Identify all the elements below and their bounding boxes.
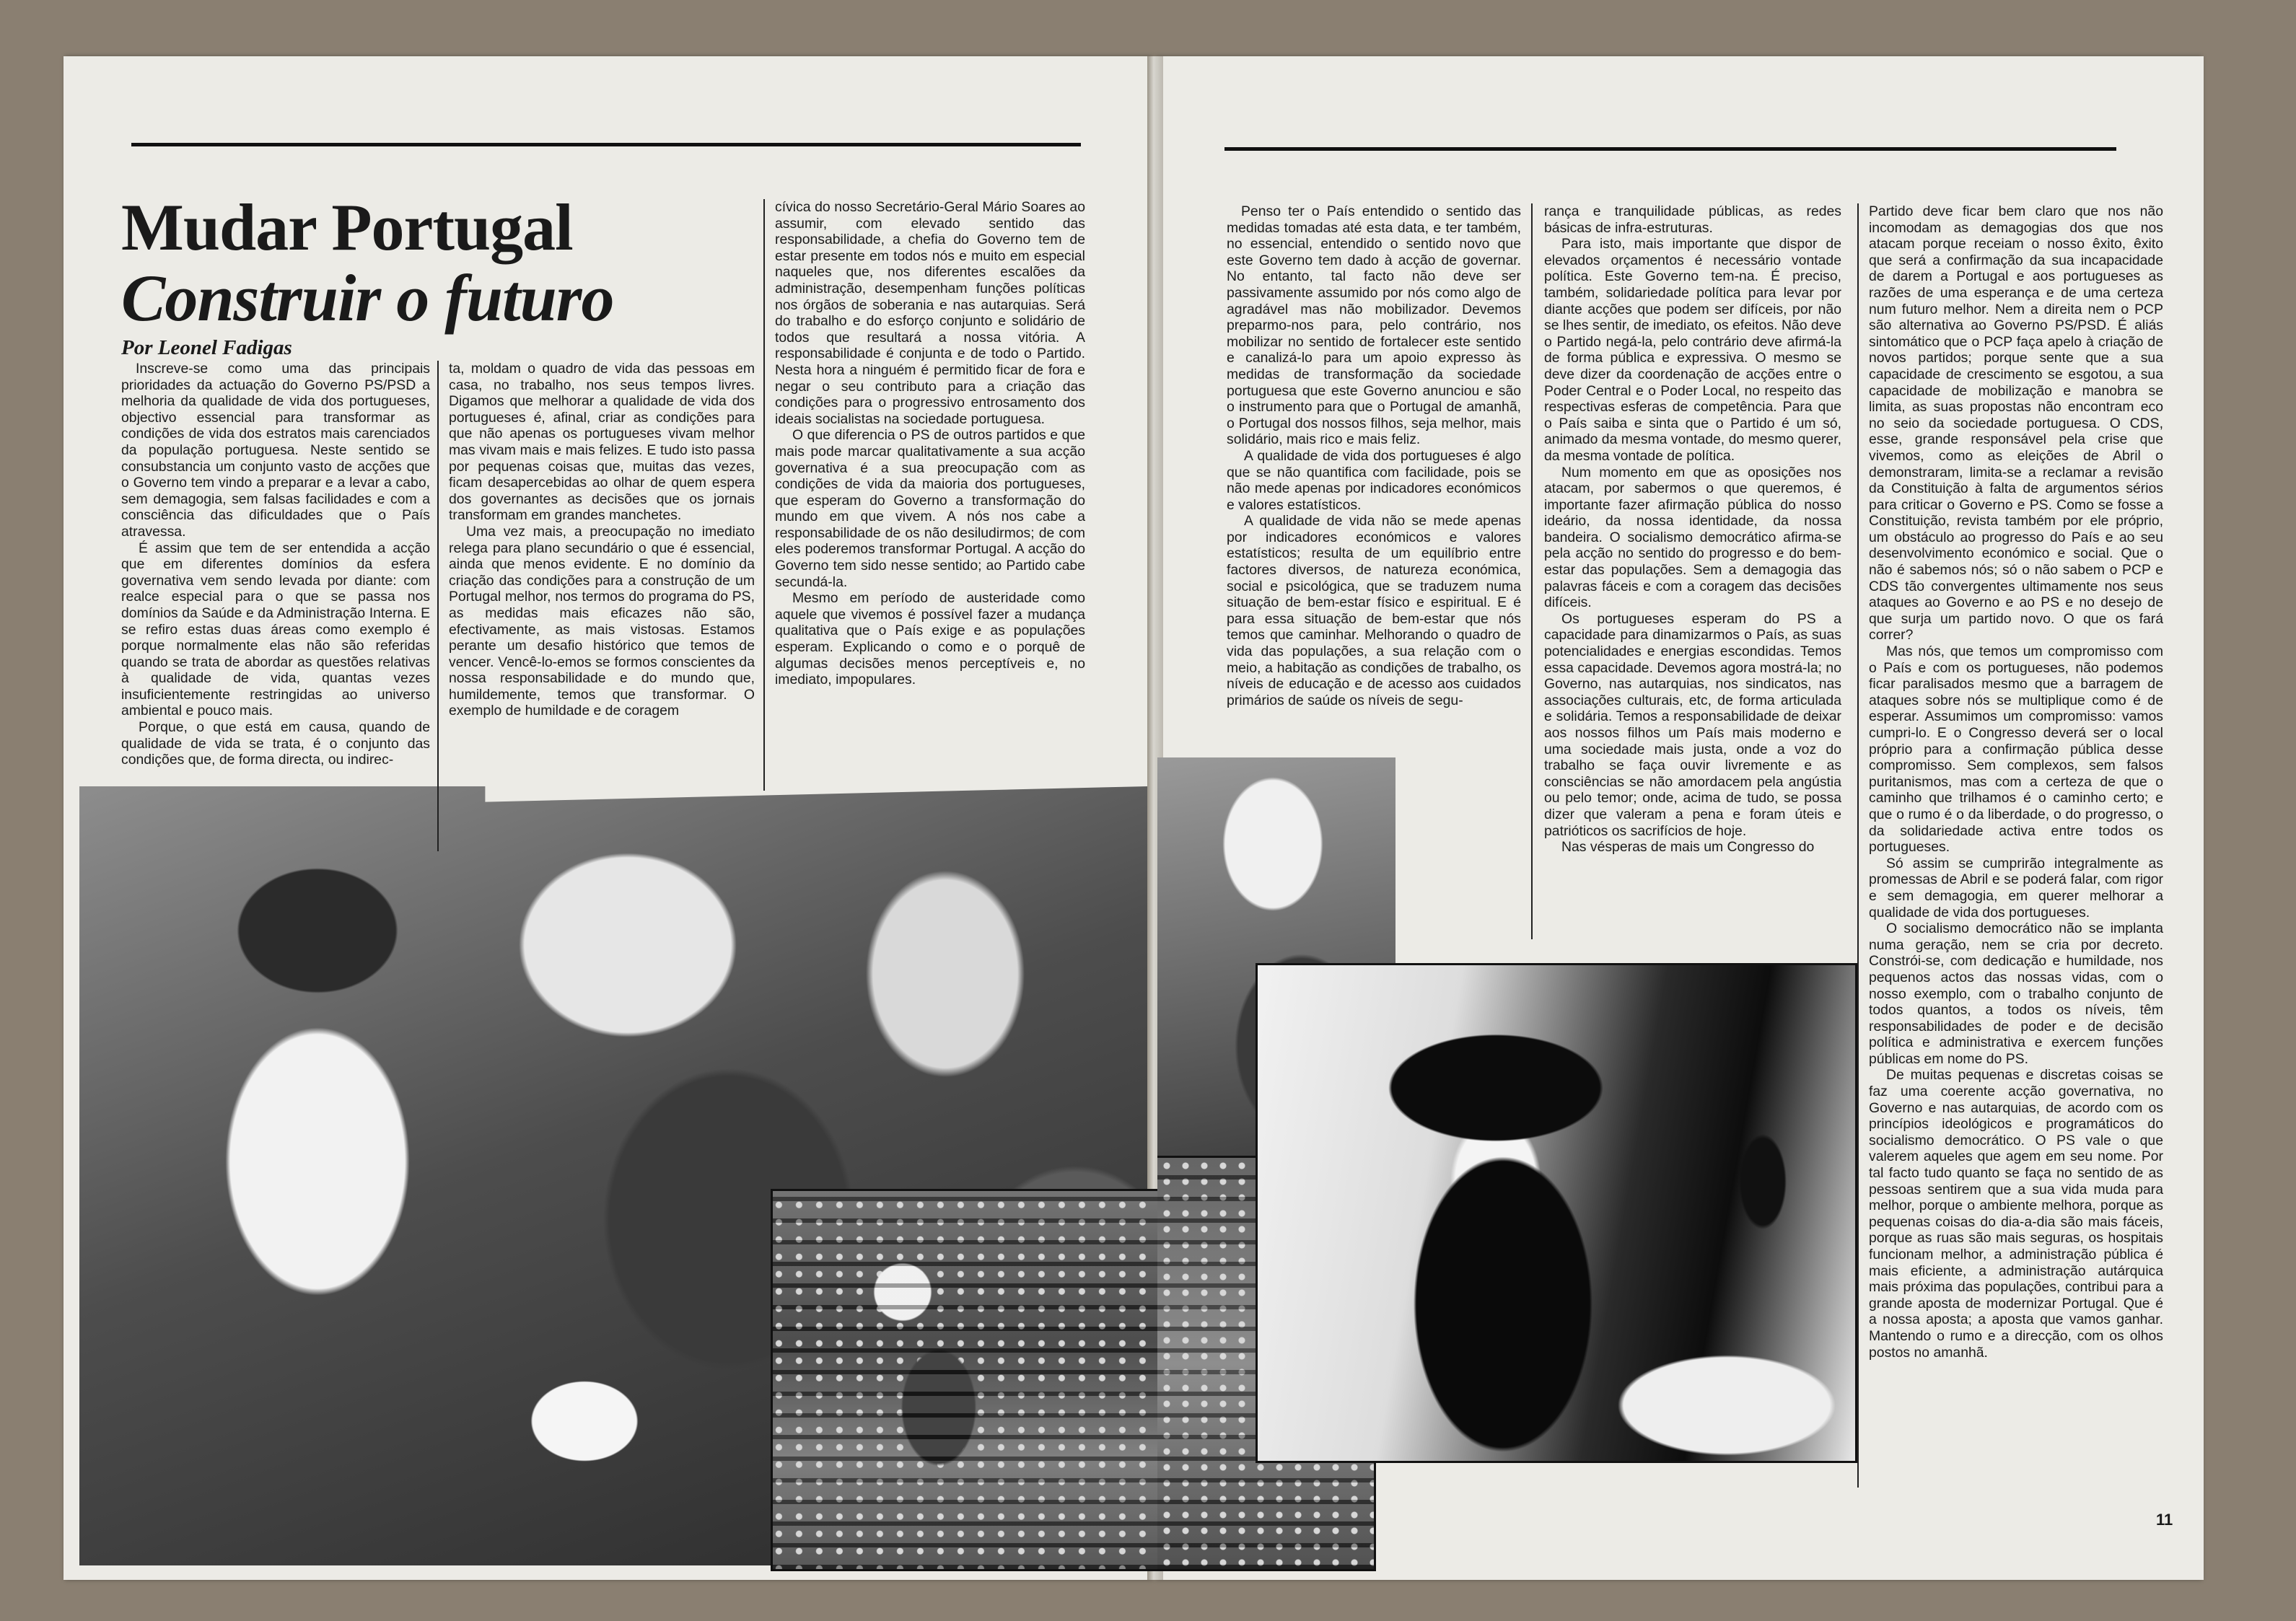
- column-rule: [763, 199, 765, 791]
- market-photo: [771, 1189, 1165, 1571]
- paragraph: Para isto, mais importante que dispor de elevados orçamentos é necessário vontade política. Este Governo tem-na. É preciso, também, solidariedade política para levar por diante acções que podem ser difíceis, por não se lhes sentir, de imediato, os efeitos. Não deve o Partido negá-la, pelo contrário deve afirmá-la de forma pública e expressiva. O mesmo se deve dizer da coordenação de acções entre o Poder Central e o Poder Local, no respeito das respectivas esferas de competência. Para que o País saiba e sinta que o Partido é um só, animado da mesma vontade, do mesmo querer, da mesma vontade de política.: [1544, 236, 1841, 464]
- paragraph: Mas nós, que temos um compromisso com o País e com os portugueses, não podemos ficar paralisados mesmo que a barragem de ataques sobre nós se multiplique como é de esperar. Assumimos um compromisso: vamos cumpri-lo. E o Congresso deverá ser o local próprio para a confirmação pública desse compromisso. Sem complexos, sem falsos puritanismos, mas com a certeza de que o caminho que trilhamos é o caminho certo; e que o rumo é o da liberdade, o do progresso, o da solidariedade activa entre todos os portugueses.: [1869, 643, 2163, 856]
- paragraph: Só assim se cumprirão integralmente as promessas de Abril e se poderá falar, com rigor e sem demagogia, em querer melhorar a qualidade de vida dos portugueses.: [1869, 855, 2163, 921]
- paragraph: A qualidade de vida não se mede apenas por indicadores económicos e valores estatísticos; resulta de um equilíbrio entre factores diversos, de natureza económica, social e psicológica, que se traduzem numa situação de bem-estar físico e espiritual. E é para essa situação de bem-estar que nós temos que caminhar. Melhorando o quadro de vida das populações, a sua relação com o meio, a habitação as condições de trabalho, os níveis de educação e de acesso aos cuidados primários de saúde os níveis de segu-: [1227, 513, 1521, 708]
- right-column-3: [1869, 203, 2163, 1361]
- top-rule-right: [1224, 147, 2116, 151]
- subheadline: Construir o futuro: [121, 261, 614, 335]
- left-column-1: [121, 361, 430, 768]
- paragraph: cívica do nosso Secretário-Geral Mário Soares ao assumir, com elevado sentido das responsabilidade, a chefia do Governo tem de estar presente em todos nós e muito em especial naqueles que, nos diferentes escalões da administração, desempenham funções políticas nos órgãos de soberania e nas autarquias. Será do trabalho e do esforço conjunto e solidário de todos que resultará a nossa vitória. A responsabilidade é conjunta e de todo o Partido. Nesta hora a ninguém é permitido ficar de fora e negar o seu contributo para a criação das condições para o progressivo entrosamento dos ideais socialistas na sociedade portuguesa.: [775, 199, 1085, 427]
- left-column-2: [449, 361, 755, 719]
- paragraph: Num momento em que as oposições nos atacam, por sabermos o que queremos, é importante fazer afirmação pública do nosso ideário, da nossa identidade, da nossa bandeira. O socialismo democrático afirma-se pela acção no sentido do progresso e do bem-estar das populações. Sem a demagogia das palavras fáceis e com a coragem das decisões difíceis.: [1544, 464, 1841, 611]
- page-number: 11: [2156, 1511, 2173, 1529]
- paragraph: Penso ter o País entendido o sentido das medidas tomadas até esta data, e ter também, no essencial, entendido o sentido novo que este Governo tem dado à acção de governar. No entanto, tal facto não deve ser passivamente assumido por nós como algo de agradável mas não mobilizador. Devemos preparmo-nos para, pelo contrário, nos mobilizar no sentido de fortalecer este sentido e canalizá-lo para um apoio expresso às medidas de transformação da sociedade portuguesa que este Governo anunciou e são o instrumento para que o Portugal de amanhã, o Portugal dos nossos filhos, seja melhor, mais solidário, mais rico e mais feliz.: [1227, 203, 1521, 448]
- paragraph: Porque, o que está em causa, quando de qualidade de vida se trata, é o conjunto das condições que, de forma directa, ou indirec-: [121, 719, 430, 768]
- paragraph: O que diferencia o PS de outros partidos e que mais pode marcar qualitativamente a sua acção governativa é a sua preocupação com as condições de vida da maioria dos portugueses, que esperam do Governo a transformação do mundo em que vivem. A nós nos cabe a responsabilidade de os não desiludirmos; de com eles poderemos transformar Portugal. A acção do Governo tem sido nesse sentido; ao Partido cabe secundá-la.: [775, 427, 1085, 590]
- paragraph: Os portugueses esperam do PS a capacidade para dinamizarmos o País, as suas potencialidades e energias escondidas. Temos essa capacidade. Devemos agora mostrá-la; no Governo, nas autarquias, nos sindicatos, nas associações culturais, etc, de forma articulada e solidária. Temos a responsabilidade de deixar aos nossos filhos um País mais moderno e uma sociedade mais justa, onde a voz do trabalho se faça ouvir livremente e as consciências se não amordacem pela angústia ou pelo temor; onde, acima de tudo, se possa dizer que valeram a pena e foram úteis e patrióticos os sacrifícios de hoje.: [1544, 610, 1841, 839]
- paragraph: Uma vez mais, a preocupação no imediato relega para plano secundário o que é essencial, ainda que menos evidente. E no domínio da criação das condições para a construção de um Portugal melhor, nos termos do programa do PS, as medidas mais eficazes não são, efectivamente, as mais vistosas. Estamos perante um desafio histórico que temos de vencer. Vencê-lo-emos se formos conscientes da nossa responsabilidade e do mundo que, humildemente, temos que transformar. O exemplo de humildade e de coragem: [449, 523, 755, 719]
- column-rule: [1857, 203, 1859, 1488]
- paragraph: Partido deve ficar bem claro que nos não incomodam as demagogias dos que nos atacam porque receiam o nosso êxito, êxito que será a confirmação da sua incapacidade de darem a Portugal e aos portugueses as razões de uma esperança e de uma certeza num futuro melhor. Nem a direita nem o PCP são alternativa ao Governo PS/PSD. É aliás sintomático que o PCP faça apelo à criação de novos partidos; porque sente que a sua capacidade de crescimento se esgotou, a sua capacidade de mobilização e manobra se limita, as suas propostas não encontram eco no seio da sociedade portuguesa. O CDS, esse, grande responsável pela crise que vivemos, como as eleições de Abril o demonstraram, limita-se a reclamar a revisão da Constituição à falta de argumentos sérios para criticar o Governo e PS. Como se fosse a Constituição, revista também por ele próprio, um obstáculo ao progresso do País e ao seu desenvolvimento económico e social. Que o não é sabemos nós; só o não sabem o PCP e CDS tão convergentes ultimamente nos seus ataques ao Governo e ao PS e no desejo de que surja um partido novo. O que os fará correr?: [1869, 203, 2163, 643]
- paragraph: O socialismo democrático não se implanta numa geração, nem se cria por decreto. Constrói-se, com dedicação e humildade, nos pequenos actos das nossas vidas, com o nosso exemplo, com o trabalho conjunto de todos quantos, a todos os níveis, têm responsabilidades de poder e de decisão política e administrativa e exercem funções públicas em nome do PS.: [1869, 921, 2163, 1067]
- paragraph: Mesmo em período de austeridade como aquele que vivemos é possível fazer a mudança qualitativa que o País exige e as populações esperam. Explicando o como e o porquê de algumas decisões menos perceptíveis e, no imediato, impopulares.: [775, 590, 1085, 688]
- paragraph: Nas vésperas de mais um Congresso do: [1561, 839, 1815, 856]
- headline: Mudar Portugal: [121, 190, 573, 264]
- paragraph: A qualidade de vida dos portugueses é algo que se não quantifica com facilidade, pois se não mede apenas por indicadores económicos e valores estatísticos.: [1227, 447, 1521, 513]
- column-rule: [437, 361, 439, 851]
- byline: Por Leonel Fadigas: [121, 336, 292, 359]
- right-column-1: [1227, 203, 1521, 708]
- left-column-3: [775, 199, 1085, 688]
- paragraph: ta, moldam o quadro de vida das pessoas em casa, no trabalho, nos seus tempos livres. Digamos que melhorar a qualidade de vida dos portugueses é, afinal, criar as condições para que não apenas os portugueses vivam melhor mas vivam mais e mais felizes. E tudo isto passa por pequenas coisas que, muitas das vezes, ficam desapercebidas ao olhar de quem espera dos governantes as decisões que os jornais transformam em grandes manchetes.: [449, 361, 755, 524]
- police-officer-photo: [1256, 963, 1857, 1463]
- paragraph: Inscreve-se como uma das principais prioridades da actuação do Governo PS/PSD a melhoria da qualidade de vida dos portugueses, objectivo essencial para transformar as condições de vida dos estratos mais carenciados da população portuguesa. Neste sentido se consubstancia um conjunto vasto de acções que o Governo tem vindo a preparar e a levar a cabo, sem demagogia, sem falsas facilidades e com a consciência das dificuldades que o País atravessa.: [121, 361, 430, 540]
- right-column-2: [1544, 203, 1841, 856]
- paragraph: É assim que tem de ser entendida a acção que em diferentes domínios da esfera governativa vem sendo levada por diante: com realce especial para o que se passa nos domínios da Saúde e da Administração Interna. E se refiro estas duas áreas como exemplo é porque normalmente elas não são referidas quando se trata de abordar as questões relativas à qualidade de vida, quantas vezes insuficientemente restringidas ao universo ambiental e pouco mais.: [121, 540, 430, 719]
- top-rule-left: [131, 143, 1081, 146]
- paragraph: rança e tranquilidade públicas, as redes básicas de infra-estruturas.: [1544, 203, 1841, 236]
- column-rule: [1531, 203, 1533, 939]
- paragraph: De muitas pequenas e discretas coisas se faz uma coerente acção governativa, no Governo e nas autarquias, de acordo com os princípios ideológicos e programáticos do socialismo democrático. O PS vale o que valerem aqueles que agem em seu nome. Por tal facto tudo quanto se faça no sentido de as pessoas sentirem que a sua vida muda para melhor, porque o ambiente melhora, porque as pequenas coisas do dia-a-dia são mais fáceis, porque as ruas são mais seguras, os hospitais funcionam melhor, a administração pública é mais eficiente, a administração autárquica mais próxima das populações, contribui para a grande aposta de modernizar Portugal. Que é a nossa aposta; a aposta que vamos ganhar. Mantendo o rumo e a direcção, com os olhos postos no amanhã.: [1869, 1067, 2163, 1361]
